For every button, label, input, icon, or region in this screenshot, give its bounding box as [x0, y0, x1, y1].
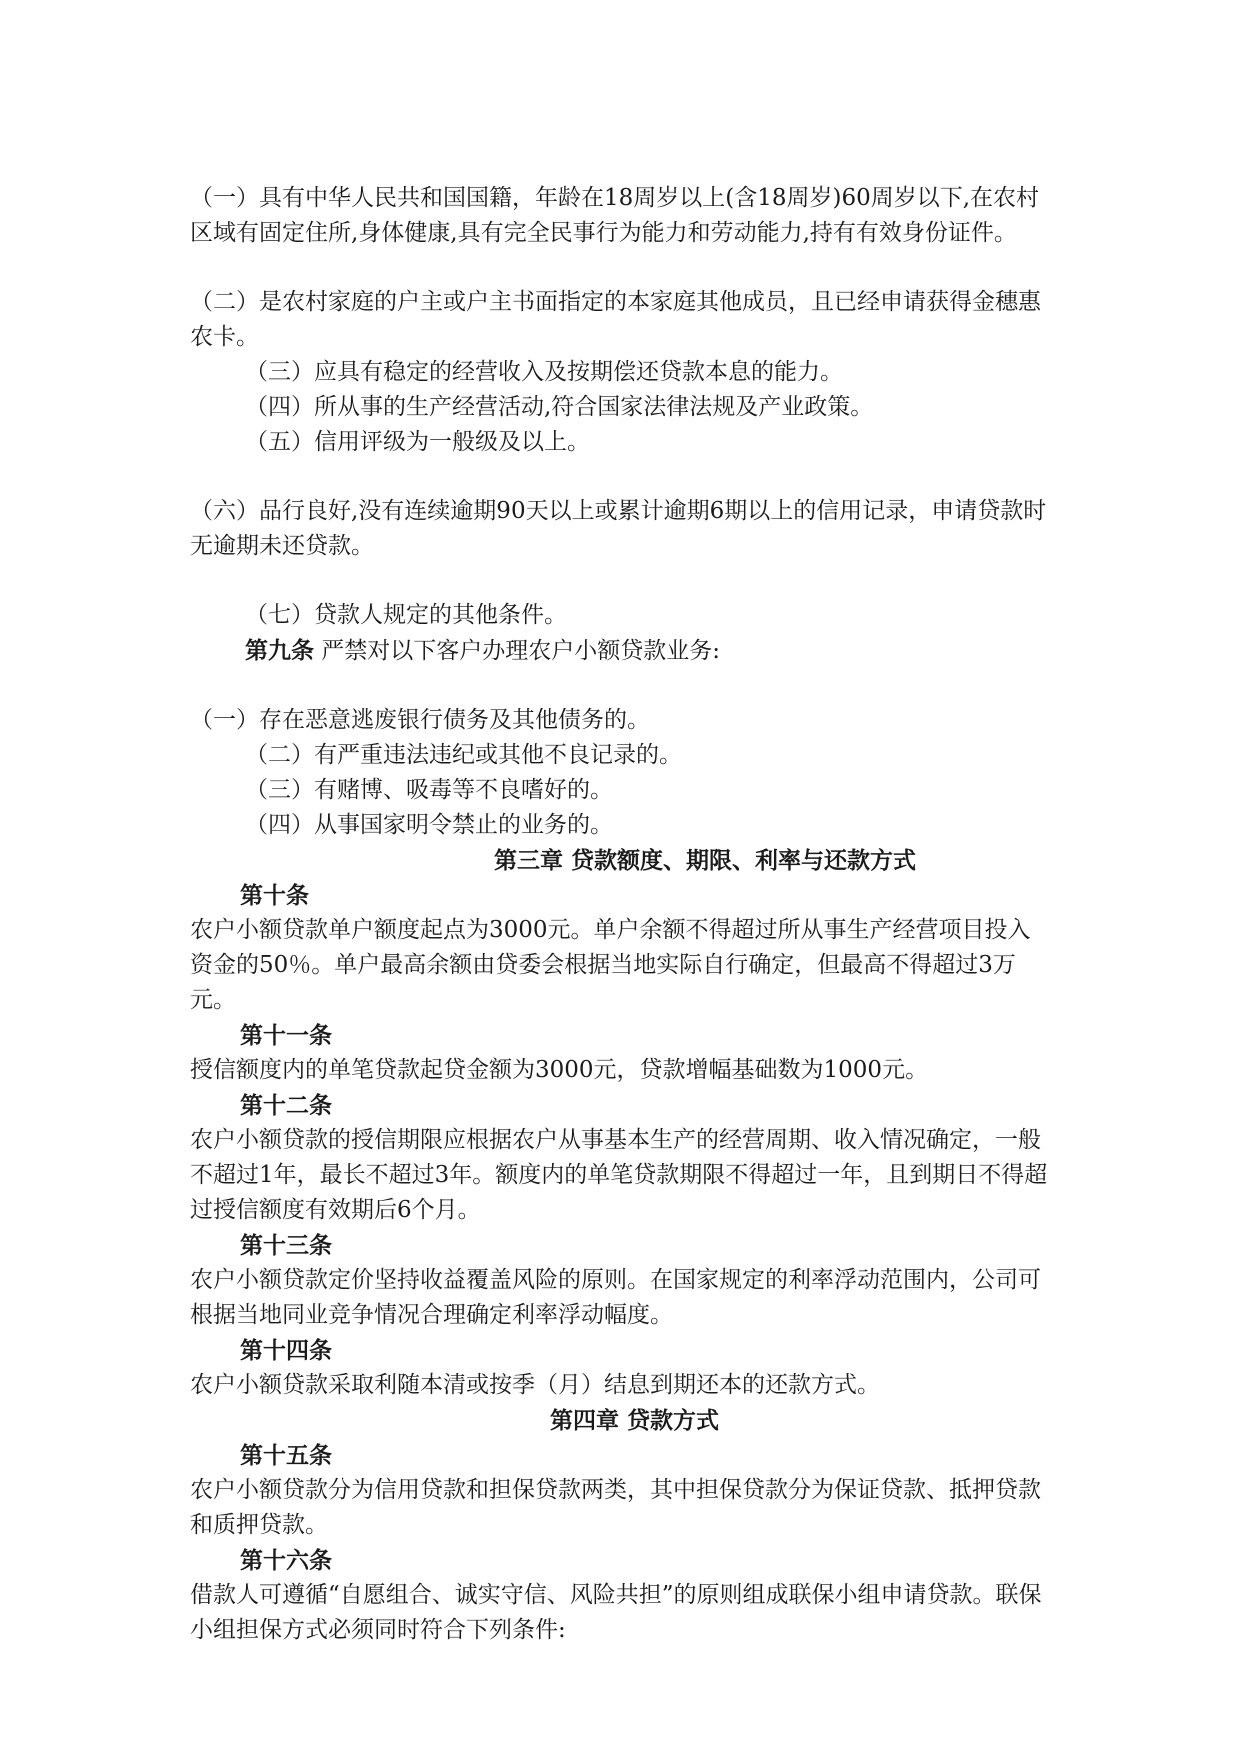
- document-body: [190, 181, 1050, 1648]
- condition-5-item: （五）信用评级为一般级及以上。: [245, 429, 590, 455]
- article-15-title: 第十五条: [240, 1442, 332, 1469]
- article-11-title: 第十一条: [240, 1022, 332, 1049]
- condition-3-item: （三）应具有稳定的经营收入及按期偿还贷款本息的能力。: [245, 359, 843, 385]
- article-16-title: 第十六条: [240, 1547, 332, 1574]
- prohibited-2-item: （二）有严重违法违纪或其他不良记录的。: [245, 742, 682, 768]
- paragraph-gap: [190, 251, 1050, 285]
- article-10-title: 第十条: [240, 882, 309, 909]
- article-16-text: 借款人可遵循“自愿组合、诚实守信、风险共担”的原则组成联保小组申请贷款。联保小组担保方式必须同时符合下列条件:: [190, 1582, 1042, 1643]
- article-14-title: 第十四条: [240, 1337, 332, 1364]
- chapter-3-heading: 第三章 贷款额度、期限、利率与还款方式: [493, 847, 916, 874]
- article-11-text: 授信额度内的单笔贷款起贷金额为3000元，贷款增幅基础数为1000元。: [190, 1057, 929, 1083]
- condition-2-paragraph: （二）是农村家庭的户主或户主书面指定的本家庭其他成员，且已经申请获得金穗惠农卡。: [190, 289, 1041, 350]
- article-10-text: 农户小额贷款单户额度起点为3000元。单户余额不得超过所从事生产经营项目投入资金的50％。单户最高余额由贷委会根据当地实际自行确定，但最高不得超过3万元。: [190, 917, 1031, 1013]
- prohibited-3-item: （三）有赌博、吸毒等不良嗜好的。: [245, 777, 613, 803]
- article-9-text: 严禁对以下客户办理农户小额贷款业务:: [314, 638, 721, 664]
- article-9-title: 第九条: [245, 637, 314, 664]
- article-12-text: 农户小额贷款的授信期限应根据农户从事基本生产的经营周期、收入情况确定，一般不超过1年，最长不超过3年。额度内的单笔贷款期限不得超过一年，且到期日不得超过授信额度有效期后6个月。: [190, 1127, 1048, 1223]
- condition-4-item: （四）所从事的生产经营活动,符合国家法律法规及产业政策。: [245, 394, 874, 420]
- article-9: [190, 633, 1050, 669]
- prohibited-4-item: （四）从事国家明令禁止的业务的。: [245, 812, 613, 838]
- paragraph-gap: [190, 564, 1050, 598]
- paragraph-gap: [190, 460, 1050, 494]
- chapter-4-heading: 第四章 贷款方式: [550, 1407, 720, 1434]
- article-13-text: 农户小额贷款定价坚持收益覆盖风险的原则。在国家规定的利率浮动范围内，公司可根据当地同业竞争情况合理确定利率浮动幅度。: [190, 1267, 1041, 1328]
- article-12-title: 第十二条: [240, 1092, 332, 1119]
- condition-1-paragraph: （一）具有中华人民共和国国籍，年龄在18周岁以上(含18周岁)60周岁以下,在农村区域有固定住所,身体健康,具有完全民事行为能力和劳动能力,持有有效身份证件。: [190, 185, 1040, 246]
- article-15-text: 农户小额贷款分为信用贷款和担保贷款两类，其中担保贷款分为保证贷款、抵押贷款和质押贷款。: [190, 1477, 1041, 1538]
- article-14-text: 农户小额贷款采取利随本清或按季（月）结息到期还本的还款方式。: [190, 1372, 880, 1398]
- condition-6-paragraph: （六）品行良好,没有连续逾期90天以上或累计逾期6期以上的信用记录，申请贷款时无逾期未还贷款。: [190, 498, 1047, 559]
- prohibited-1-item: （一）存在恶意逃废银行债务及其他债务的。: [190, 707, 650, 733]
- article-13-title: 第十三条: [240, 1232, 332, 1259]
- paragraph-gap: [190, 669, 1050, 703]
- condition-7-item: （七）贷款人规定的其他条件。: [245, 602, 567, 628]
